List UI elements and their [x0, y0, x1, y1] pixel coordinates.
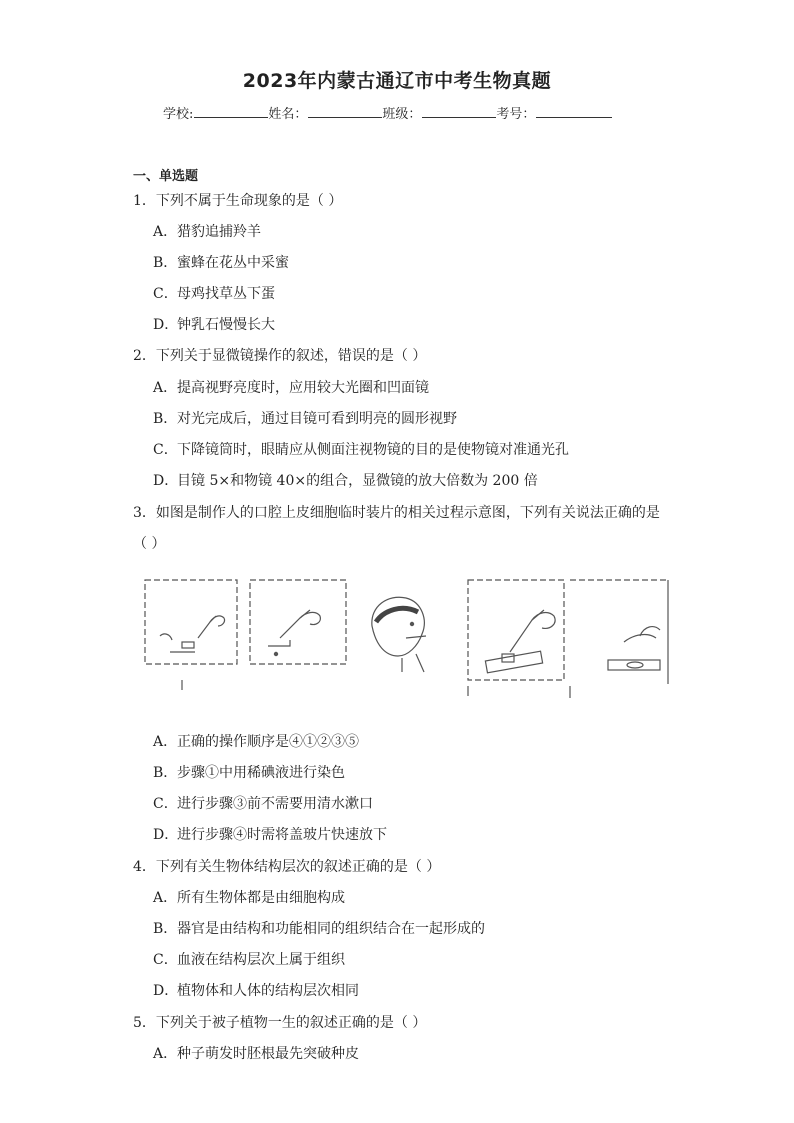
- option-text: 对光完成后，通过目镜可看到明亮的圆形视野: [177, 411, 457, 427]
- name-label: 姓名：: [268, 107, 308, 122]
- student-info-row: [163, 103, 643, 122]
- option-text: 植物体和人体的结构层次相同: [177, 983, 359, 999]
- option-letter: A．: [153, 1046, 178, 1062]
- id-blank[interactable]: [536, 105, 612, 118]
- option-letter: C．: [153, 952, 178, 968]
- option-4c[interactable]: [153, 950, 673, 970]
- option-2c[interactable]: [153, 440, 673, 460]
- class-label: 班级：: [382, 107, 422, 122]
- option-letter: D．: [153, 473, 179, 489]
- school-label: 学校:: [163, 107, 194, 122]
- option-text: 母鸡找草丛下蛋: [177, 286, 275, 302]
- option-text: 步骤①中用稀碘液进行染色: [177, 765, 345, 781]
- question-stem: 下列不属于生命现象的是（ ）: [155, 193, 343, 209]
- option-letter: A．: [153, 224, 178, 240]
- option-4d[interactable]: [153, 981, 673, 1001]
- option-2d[interactable]: [153, 471, 673, 491]
- option-letter: A．: [153, 734, 178, 750]
- option-3d[interactable]: [153, 825, 673, 845]
- option-3c[interactable]: [153, 794, 673, 814]
- option-5a[interactable]: [153, 1044, 673, 1064]
- option-text: 种子萌发时胚根最先突破种皮: [177, 1046, 359, 1062]
- option-letter: A．: [153, 380, 178, 396]
- option-3a[interactable]: [153, 732, 673, 752]
- option-4a[interactable]: [153, 888, 673, 908]
- mouth-cell-slide-figure: [140, 576, 670, 708]
- class-blank[interactable]: [422, 105, 496, 118]
- option-2b[interactable]: [153, 409, 673, 429]
- question-3: [133, 503, 673, 523]
- option-letter: C．: [153, 286, 178, 302]
- school-blank[interactable]: [194, 105, 268, 118]
- option-letter: D．: [153, 983, 179, 999]
- option-letter: A．: [153, 890, 178, 906]
- option-text: 正确的操作顺序是④①②③⑤: [177, 734, 359, 750]
- option-text: 钟乳石慢慢长大: [177, 317, 275, 333]
- question-stem: 如图是制作人的口腔上皮细胞临时装片的相关过程示意图，下列有关说法正确的是: [155, 505, 660, 521]
- option-1d[interactable]: [153, 315, 673, 335]
- question-4: [133, 857, 673, 877]
- option-letter: D．: [153, 827, 179, 843]
- question-stem: 下列关于被子植物一生的叙述正确的是（ ）: [155, 1015, 427, 1031]
- page-title: 2023年内蒙古通辽市中考生物真题: [242, 70, 552, 92]
- option-text: 蜜蜂在花丛中采蜜: [177, 255, 289, 271]
- question-3-continuation: （ ）: [133, 536, 166, 552]
- option-letter: C．: [153, 442, 178, 458]
- question-5: [133, 1013, 673, 1033]
- option-letter: B．: [153, 255, 178, 271]
- name-blank[interactable]: [308, 105, 382, 118]
- question-number: 4．: [133, 859, 156, 875]
- option-letter: D．: [153, 317, 179, 333]
- option-text: 进行步骤④时需将盖玻片快速放下: [177, 827, 387, 843]
- question-stem: 下列关于显微镜操作的叙述，错误的是（ ）: [155, 348, 427, 364]
- option-letter: C．: [153, 796, 178, 812]
- option-text: 目镜 5×和物镜 40×的组合，显微镜的放大倍数为 200 倍: [177, 473, 538, 489]
- option-text: 血液在结构层次上属于组织: [177, 952, 345, 968]
- question-number: 3．: [133, 505, 156, 521]
- option-text: 下降镜筒时，眼睛应从侧面注视物镜的目的是使物镜对准通光孔: [177, 442, 569, 458]
- option-1b[interactable]: [153, 253, 673, 273]
- section-heading: 一、单选题: [133, 169, 199, 184]
- question-number: 1．: [133, 193, 156, 209]
- option-text: 提高视野亮度时，应用较大光圈和凹面镜: [177, 380, 429, 396]
- option-1a[interactable]: [153, 222, 673, 242]
- option-4b[interactable]: [153, 919, 673, 939]
- option-1c[interactable]: [153, 284, 673, 304]
- question-number: 2．: [133, 348, 156, 364]
- question-number: 5．: [133, 1015, 156, 1031]
- option-text: 所有生物体都是由细胞构成: [177, 890, 345, 906]
- question-stem: 下列有关生物体结构层次的叙述正确的是（ ）: [155, 859, 441, 875]
- question-2: [133, 346, 673, 366]
- option-2a[interactable]: [153, 378, 673, 398]
- option-letter: B．: [153, 921, 178, 937]
- option-text: 进行步骤③前不需要用清水漱口: [177, 796, 373, 812]
- question-1: [133, 191, 673, 211]
- option-letter: B．: [153, 765, 178, 781]
- procedure-illustration: [140, 576, 670, 708]
- option-3b[interactable]: [153, 763, 673, 783]
- option-letter: B．: [153, 411, 178, 427]
- option-text: 器官是由结构和功能相同的组织结合在一起形成的: [177, 921, 485, 937]
- option-text: 猎豹追捕羚羊: [177, 224, 261, 240]
- id-label: 考号：: [496, 107, 536, 122]
